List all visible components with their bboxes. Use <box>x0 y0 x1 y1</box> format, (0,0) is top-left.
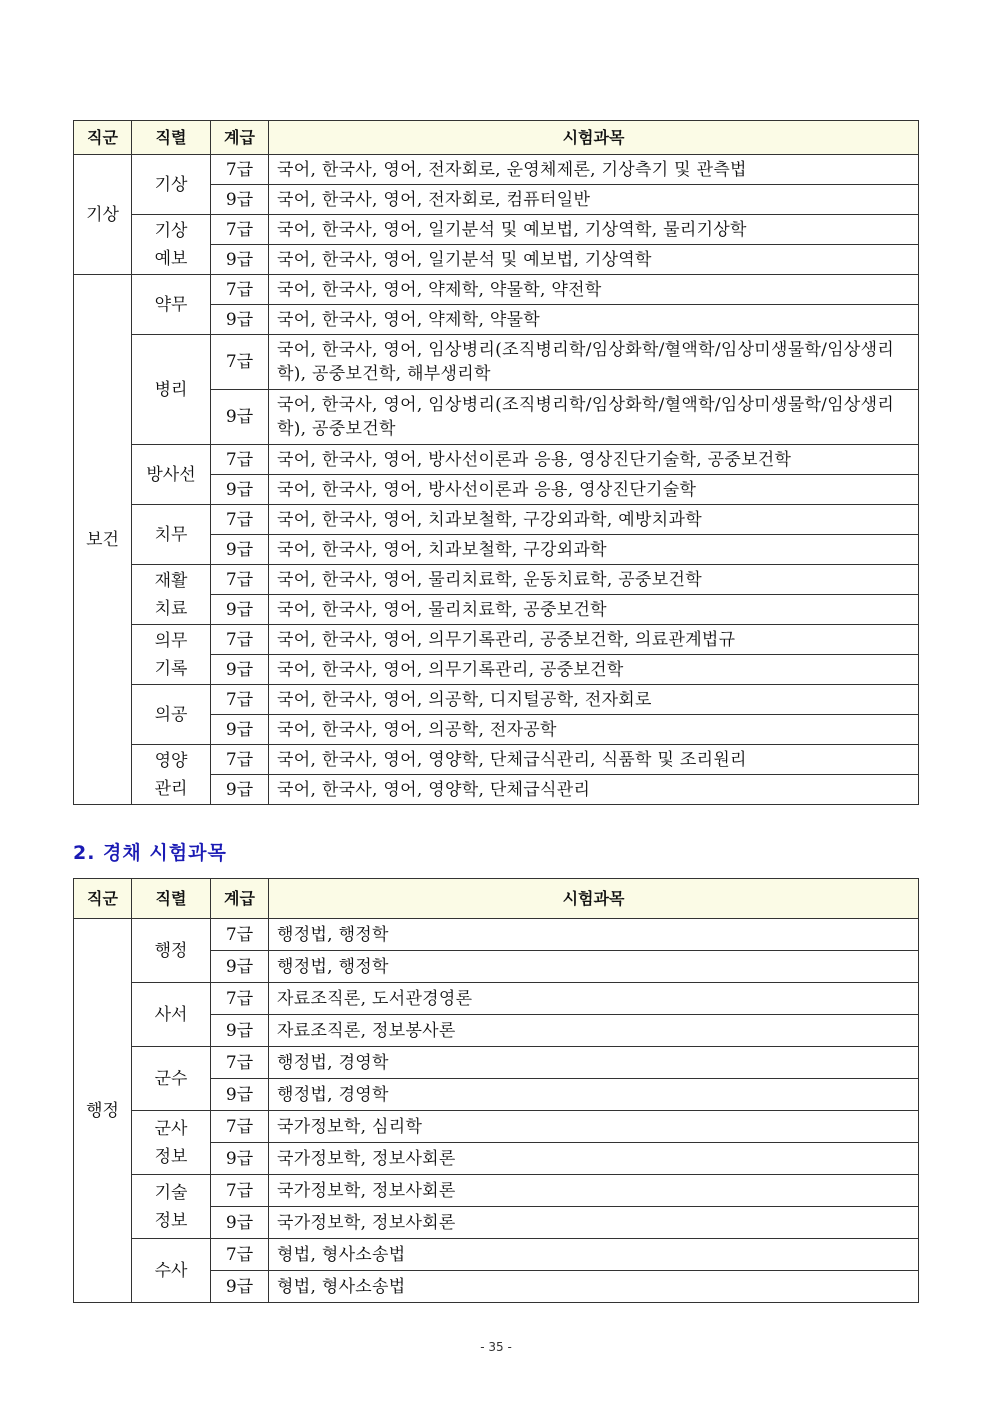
grade-cell: 7급 <box>211 445 269 475</box>
table-row <box>74 1111 919 1143</box>
job-series-label: 약무 <box>154 294 188 315</box>
job-series-cell <box>132 275 211 335</box>
job-series-cell <box>132 215 211 275</box>
subjects-cell: 국어, 한국사, 영어, 영양학, 단체급식관리 <box>269 775 919 805</box>
subjects-cell: 국어, 한국사, 영어, 약제학, 약물학 <box>269 305 919 335</box>
job-group-cell: 기상 <box>74 155 132 275</box>
header-job-series: 직렬 <box>132 879 211 919</box>
subjects-cell: 국어, 한국사, 영어, 방사선이론과 응용, 영상진단기술학, 공중보건학 <box>269 445 919 475</box>
grade-cell: 9급 <box>211 1207 269 1239</box>
table-row <box>74 745 919 775</box>
table-row <box>74 685 919 715</box>
job-series-label: 행정 <box>154 940 188 961</box>
grade-cell: 7급 <box>211 565 269 595</box>
job-series-label: 수사 <box>154 1260 188 1281</box>
subjects-cell: 국어, 한국사, 영어, 전자회로, 운영체제론, 기상측기 및 관측법 <box>269 155 919 185</box>
subjects-cell: 국어, 한국사, 영어, 의무기록관리, 공중보건학, 의료관계법규 <box>269 625 919 655</box>
grade-cell: 9급 <box>211 1143 269 1175</box>
job-series-cell <box>132 1239 211 1303</box>
subjects-cell: 국어, 한국사, 영어, 임상병리(조직병리학/임상화학/혈액학/임상미생물학/임상생리학), 공중보건학 <box>269 390 919 445</box>
table-row <box>74 625 919 655</box>
job-series-cell <box>132 625 211 685</box>
table-row <box>74 1175 919 1207</box>
job-series-label: 사서 <box>154 1004 188 1025</box>
subjects-cell: 국어, 한국사, 영어, 약제학, 약물학, 약전학 <box>269 275 919 305</box>
header-job-group: 직군 <box>74 879 132 919</box>
grade-cell: 7급 <box>211 745 269 775</box>
job-series-cell <box>132 335 211 445</box>
grade-cell: 9급 <box>211 595 269 625</box>
job-series-label: 치무 <box>154 524 188 545</box>
job-group-cell: 행정 <box>74 919 132 1303</box>
job-series-label: 기상 <box>154 220 188 241</box>
grade-cell: 9급 <box>211 245 269 275</box>
grade-cell: 7급 <box>211 685 269 715</box>
job-series-label: 기술 <box>154 1182 188 1203</box>
job-series-label: 군사 <box>154 1118 188 1139</box>
subjects-cell: 국가정보학, 정보사회론 <box>269 1143 919 1175</box>
job-series-cell <box>132 919 211 983</box>
grade-cell: 7급 <box>211 505 269 535</box>
job-series-label: 기록 <box>154 658 188 679</box>
job-series-cell <box>132 745 211 805</box>
table-row <box>74 919 919 951</box>
subjects-cell: 국어, 한국사, 영어, 전자회로, 컴퓨터일반 <box>269 185 919 215</box>
subjects-cell: 국어, 한국사, 영어, 일기분석 및 예보법, 기상역학, 물리기상학 <box>269 215 919 245</box>
job-series-cell <box>132 1111 211 1175</box>
subjects-cell: 국가정보학, 정보사회론 <box>269 1175 919 1207</box>
subjects-cell: 국어, 한국사, 영어, 영양학, 단체급식관리, 식품학 및 조리원리 <box>269 745 919 775</box>
exam-subjects-table-career <box>73 878 919 1303</box>
job-series-label: 정보 <box>154 1210 188 1231</box>
grade-cell: 7급 <box>211 1239 269 1271</box>
subjects-cell: 국어, 한국사, 영어, 임상병리(조직병리학/임상화학/혈액학/임상미생물학/임상생리학), 공중보건학, 해부생리학 <box>269 335 919 390</box>
subjects-cell: 국어, 한국사, 영어, 의공학, 전자공학 <box>269 715 919 745</box>
table-row <box>74 505 919 535</box>
subjects-cell: 국어, 한국사, 영어, 의무기록관리, 공중보건학 <box>269 655 919 685</box>
subjects-cell: 국어, 한국사, 영어, 의공학, 디지털공학, 전자회로 <box>269 685 919 715</box>
job-group-cell: 보건 <box>74 275 132 805</box>
job-series-label: 재활 <box>154 570 188 591</box>
grade-cell: 9급 <box>211 715 269 745</box>
job-series-label: 정보 <box>154 1146 188 1167</box>
job-series-cell <box>132 445 211 505</box>
job-series-label: 기상 <box>154 174 188 195</box>
grade-cell: 9급 <box>211 1271 269 1303</box>
job-series-cell <box>132 685 211 745</box>
grade-cell: 9급 <box>211 185 269 215</box>
grade-cell: 7급 <box>211 275 269 305</box>
job-series-label: 관리 <box>154 778 188 799</box>
grade-cell: 7급 <box>211 215 269 245</box>
job-series-cell <box>132 1047 211 1111</box>
header-grade: 계급 <box>211 879 269 919</box>
job-series-cell <box>132 155 211 215</box>
grade-cell: 9급 <box>211 775 269 805</box>
grade-cell: 9급 <box>211 390 269 445</box>
subjects-cell: 국어, 한국사, 영어, 물리치료학, 공중보건학 <box>269 595 919 625</box>
table-row <box>74 335 919 390</box>
subjects-cell: 형법, 형사소송법 <box>269 1239 919 1271</box>
table-row <box>74 565 919 595</box>
header-grade: 계급 <box>211 121 269 155</box>
job-series-label: 군수 <box>154 1068 188 1089</box>
subjects-cell: 행정법, 경영학 <box>269 1079 919 1111</box>
job-series-label: 예보 <box>154 248 188 269</box>
job-series-label: 의공 <box>154 704 188 725</box>
table-row <box>74 1047 919 1079</box>
grade-cell: 9급 <box>211 475 269 505</box>
grade-cell: 9급 <box>211 535 269 565</box>
subjects-cell: 자료조직론, 정보봉사론 <box>269 1015 919 1047</box>
section-title: 2. 경채 시험과목 <box>73 842 227 864</box>
job-series-label: 방사선 <box>146 464 196 485</box>
job-series-label: 영양 <box>154 750 188 771</box>
grade-cell: 7급 <box>211 335 269 390</box>
grade-cell: 7급 <box>211 155 269 185</box>
subjects-cell: 국어, 한국사, 영어, 일기분석 및 예보법, 기상역학 <box>269 245 919 275</box>
subjects-cell: 형법, 형사소송법 <box>269 1271 919 1303</box>
subjects-cell: 국어, 한국사, 영어, 물리치료학, 운동치료학, 공중보건학 <box>269 565 919 595</box>
grade-cell: 9급 <box>211 305 269 335</box>
table-row <box>74 275 919 305</box>
subjects-cell: 국가정보학, 심리학 <box>269 1111 919 1143</box>
table-row <box>74 983 919 1015</box>
grade-cell: 9급 <box>211 951 269 983</box>
exam-subjects-table-general <box>73 120 919 805</box>
subjects-cell: 국어, 한국사, 영어, 방사선이론과 응용, 영상진단기술학 <box>269 475 919 505</box>
grade-cell: 7급 <box>211 1047 269 1079</box>
job-series-cell <box>132 505 211 565</box>
job-series-label: 의무 <box>154 630 188 651</box>
grade-cell: 9급 <box>211 655 269 685</box>
subjects-cell: 행정법, 행정학 <box>269 919 919 951</box>
job-series-cell <box>132 1175 211 1239</box>
job-series-cell <box>132 983 211 1047</box>
grade-cell: 7급 <box>211 983 269 1015</box>
grade-cell: 7급 <box>211 1111 269 1143</box>
subjects-cell: 국가정보학, 정보사회론 <box>269 1207 919 1239</box>
subjects-cell: 행정법, 경영학 <box>269 1047 919 1079</box>
table-row <box>74 445 919 475</box>
header-job-group: 직군 <box>74 121 132 155</box>
header-job-series: 직렬 <box>132 121 211 155</box>
subjects-cell: 국어, 한국사, 영어, 치과보철학, 구강외과학, 예방치과학 <box>269 505 919 535</box>
grade-cell: 9급 <box>211 1079 269 1111</box>
table-row <box>74 155 919 185</box>
subjects-cell: 자료조직론, 도서관경영론 <box>269 983 919 1015</box>
table-header-row <box>74 121 919 155</box>
table-row <box>74 1239 919 1271</box>
grade-cell: 7급 <box>211 1175 269 1207</box>
table-header-row <box>74 879 919 919</box>
grade-cell: 7급 <box>211 625 269 655</box>
header-exam-subjects: 시험과목 <box>269 121 919 155</box>
header-exam-subjects: 시험과목 <box>269 879 919 919</box>
job-series-label: 병리 <box>154 379 188 400</box>
subjects-cell: 행정법, 행정학 <box>269 951 919 983</box>
grade-cell: 9급 <box>211 1015 269 1047</box>
grade-cell: 7급 <box>211 919 269 951</box>
subjects-cell: 국어, 한국사, 영어, 치과보철학, 구강외과학 <box>269 535 919 565</box>
job-series-cell <box>132 565 211 625</box>
job-series-label: 치료 <box>154 598 188 619</box>
page-number: - 35 - <box>480 1340 512 1354</box>
table-row <box>74 215 919 245</box>
